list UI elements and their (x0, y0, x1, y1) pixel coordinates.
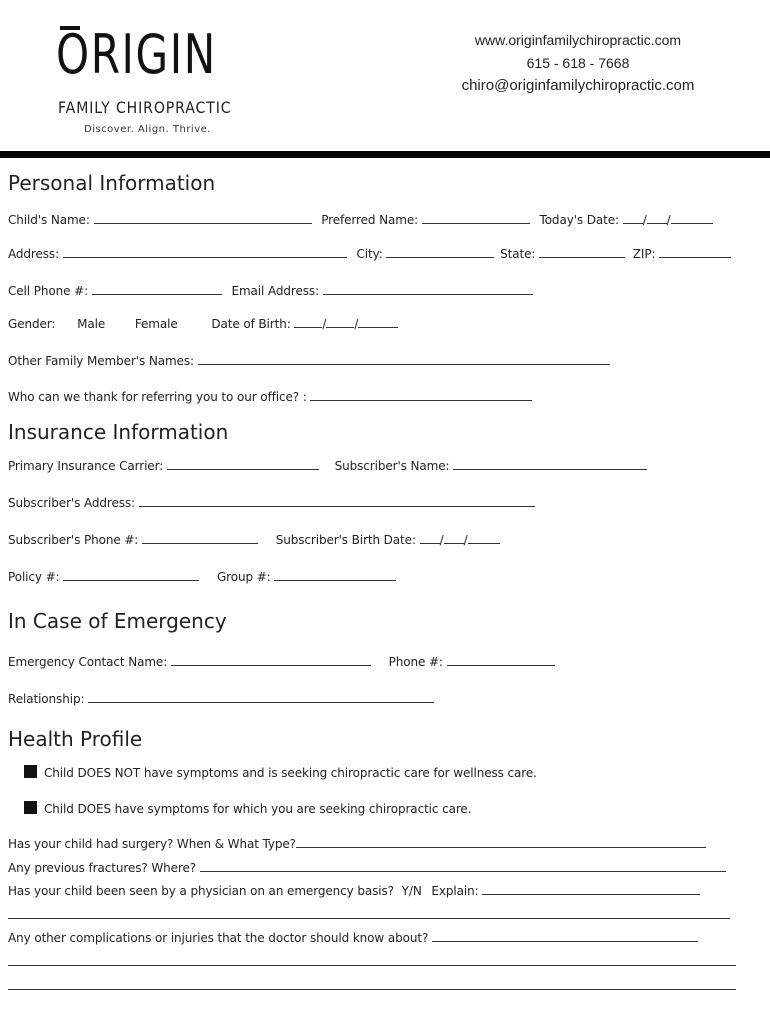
relationship-label: Relationship: (8, 692, 85, 706)
state-field[interactable] (539, 244, 625, 258)
row-subscriber-phone: Subscriber's Phone #: Subscriber's Birth Date: / / (8, 530, 500, 547)
gender-label: Gender: (8, 317, 56, 331)
complications-continuation-line-2[interactable] (8, 989, 736, 990)
preferred-name-field[interactable] (422, 210, 530, 224)
dob-day-field[interactable] (326, 314, 354, 328)
section-title-health: Health Profile (8, 727, 143, 751)
logo-subtitle: FAMILY CHIROPRACTIC (58, 98, 232, 117)
subscriber-phone-field[interactable] (142, 530, 258, 544)
childs-name-label: Child's Name: (8, 213, 90, 227)
carrier-field[interactable] (167, 456, 319, 470)
row-child-name: Child's Name: Preferred Name: Today's Date: / / (8, 210, 713, 227)
subscriber-birth-month-field[interactable] (420, 530, 440, 544)
option-no-symptoms[interactable] (24, 765, 537, 780)
row-carrier (8, 456, 647, 473)
yn-option[interactable]: Y/N (401, 884, 422, 898)
logo-wordmark: ORIGIN (56, 23, 217, 86)
section-title-personal: Personal Information (8, 171, 216, 195)
address-field[interactable] (63, 244, 347, 258)
option-symptoms[interactable] (24, 801, 471, 816)
section-title-emergency: In Case of Emergency (8, 609, 227, 633)
todays-date-year-field[interactable] (671, 210, 713, 224)
childs-name-field[interactable] (94, 210, 312, 224)
cell-phone-label: Cell Phone #: (8, 284, 89, 298)
referral-label: Who can we thank for referring you to our office? : (8, 390, 307, 404)
option-no-symptoms-label: Child DOES NOT have symptoms and is seeking chiropractic care for wellness care. (44, 766, 537, 780)
preferred-name-label: Preferred Name: (321, 213, 419, 227)
other-family-field[interactable] (198, 351, 610, 365)
address-label: Address: (8, 247, 60, 261)
row-emergency-basis (8, 881, 700, 898)
complications-continuation-line-1[interactable] (8, 965, 736, 966)
emergency-contact-label: Emergency Contact Name: (8, 655, 168, 669)
phone-number: 615 - 618 - 7668 (526, 55, 630, 71)
row-fractures (8, 858, 726, 875)
row-complications (8, 928, 698, 945)
subscriber-phone-label: Subscriber's Phone #: (8, 533, 139, 547)
subscriber-name-field[interactable] (453, 456, 647, 470)
row-subscriber-address (8, 493, 535, 510)
fractures-label: Any previous fractures? Where? (8, 861, 197, 875)
todays-date-label: Today's Date: (539, 213, 619, 227)
subscriber-address-field[interactable] (139, 493, 535, 507)
emergency-contact-field[interactable] (171, 652, 371, 666)
gender-male-option[interactable]: Male (77, 317, 106, 331)
surgery-label: Has your child had surgery? When & What Type? (8, 837, 296, 851)
state-label: State: (500, 247, 536, 261)
zip-label: ZIP: (632, 247, 656, 261)
row-other-family (8, 351, 610, 368)
website-link[interactable]: www.originfamilychiropractic.com (474, 32, 682, 48)
city-field[interactable] (386, 244, 494, 258)
carrier-label: Primary Insurance Carrier: (8, 459, 164, 473)
row-surgery (8, 834, 706, 851)
other-family-label: Other Family Member's Names: (8, 354, 194, 368)
group-label: Group #: (216, 570, 271, 584)
policy-label: Policy #: (8, 570, 60, 584)
email-address-label: Email Address: (231, 284, 320, 298)
row-contact (8, 281, 533, 298)
row-gender-dob: Gender: Male Female Date of Birth: / / (8, 314, 398, 331)
fractures-field[interactable] (200, 858, 726, 872)
city-label: City: (356, 247, 383, 261)
row-policy-group (8, 567, 396, 584)
dob-year-field[interactable] (358, 314, 398, 328)
todays-date-day-field[interactable] (647, 210, 667, 224)
option-symptoms-label: Child DOES have symptoms for which you are seeking chiropractic care. (44, 802, 472, 816)
row-referral (8, 387, 532, 404)
row-emergency-contact (8, 652, 555, 669)
emergency-phone-field[interactable] (447, 652, 555, 666)
explain-field[interactable] (482, 881, 700, 895)
logo-tagline: Discover. Align. Thrive. (84, 124, 211, 135)
complications-field[interactable] (432, 928, 698, 942)
dob-label: Date of Birth: (211, 317, 291, 331)
checkbox-symptoms[interactable] (24, 801, 37, 814)
explain-label: Explain: (431, 884, 479, 898)
complications-label: Any other complications or injuries that the doctor should know about? (8, 931, 429, 945)
header-divider (0, 151, 770, 158)
emergency-basis-label: Has your child been seen by a physician on an emergency basis? (8, 884, 394, 898)
row-relationship (8, 689, 434, 706)
dob-month-field[interactable] (294, 314, 322, 328)
subscriber-name-label: Subscriber's Name: (334, 459, 450, 473)
subscriber-birth-year-field[interactable] (468, 530, 500, 544)
subscriber-birth-day-field[interactable] (444, 530, 464, 544)
todays-date-month-field[interactable] (623, 210, 643, 224)
subscriber-address-label: Subscriber's Address: (8, 496, 135, 510)
referral-field[interactable] (310, 387, 532, 401)
surgery-field[interactable] (296, 834, 706, 848)
relationship-field[interactable] (88, 689, 434, 703)
row-address (8, 244, 731, 261)
section-title-insurance: Insurance Information (8, 420, 229, 444)
explain-continuation-line[interactable] (8, 918, 730, 919)
email-address-field[interactable] (323, 281, 533, 295)
zip-field[interactable] (659, 244, 731, 258)
subscriber-birth-label: Subscriber's Birth Date: (275, 533, 416, 547)
policy-field[interactable] (63, 567, 199, 581)
email-link[interactable]: chiro@originfamilychiropractic.com (461, 77, 695, 94)
cell-phone-field[interactable] (92, 281, 222, 295)
emergency-phone-label: Phone #: (388, 655, 443, 669)
checkbox-no-symptoms[interactable] (24, 765, 37, 778)
gender-female-option[interactable]: Female (134, 317, 178, 331)
group-field[interactable] (274, 567, 396, 581)
